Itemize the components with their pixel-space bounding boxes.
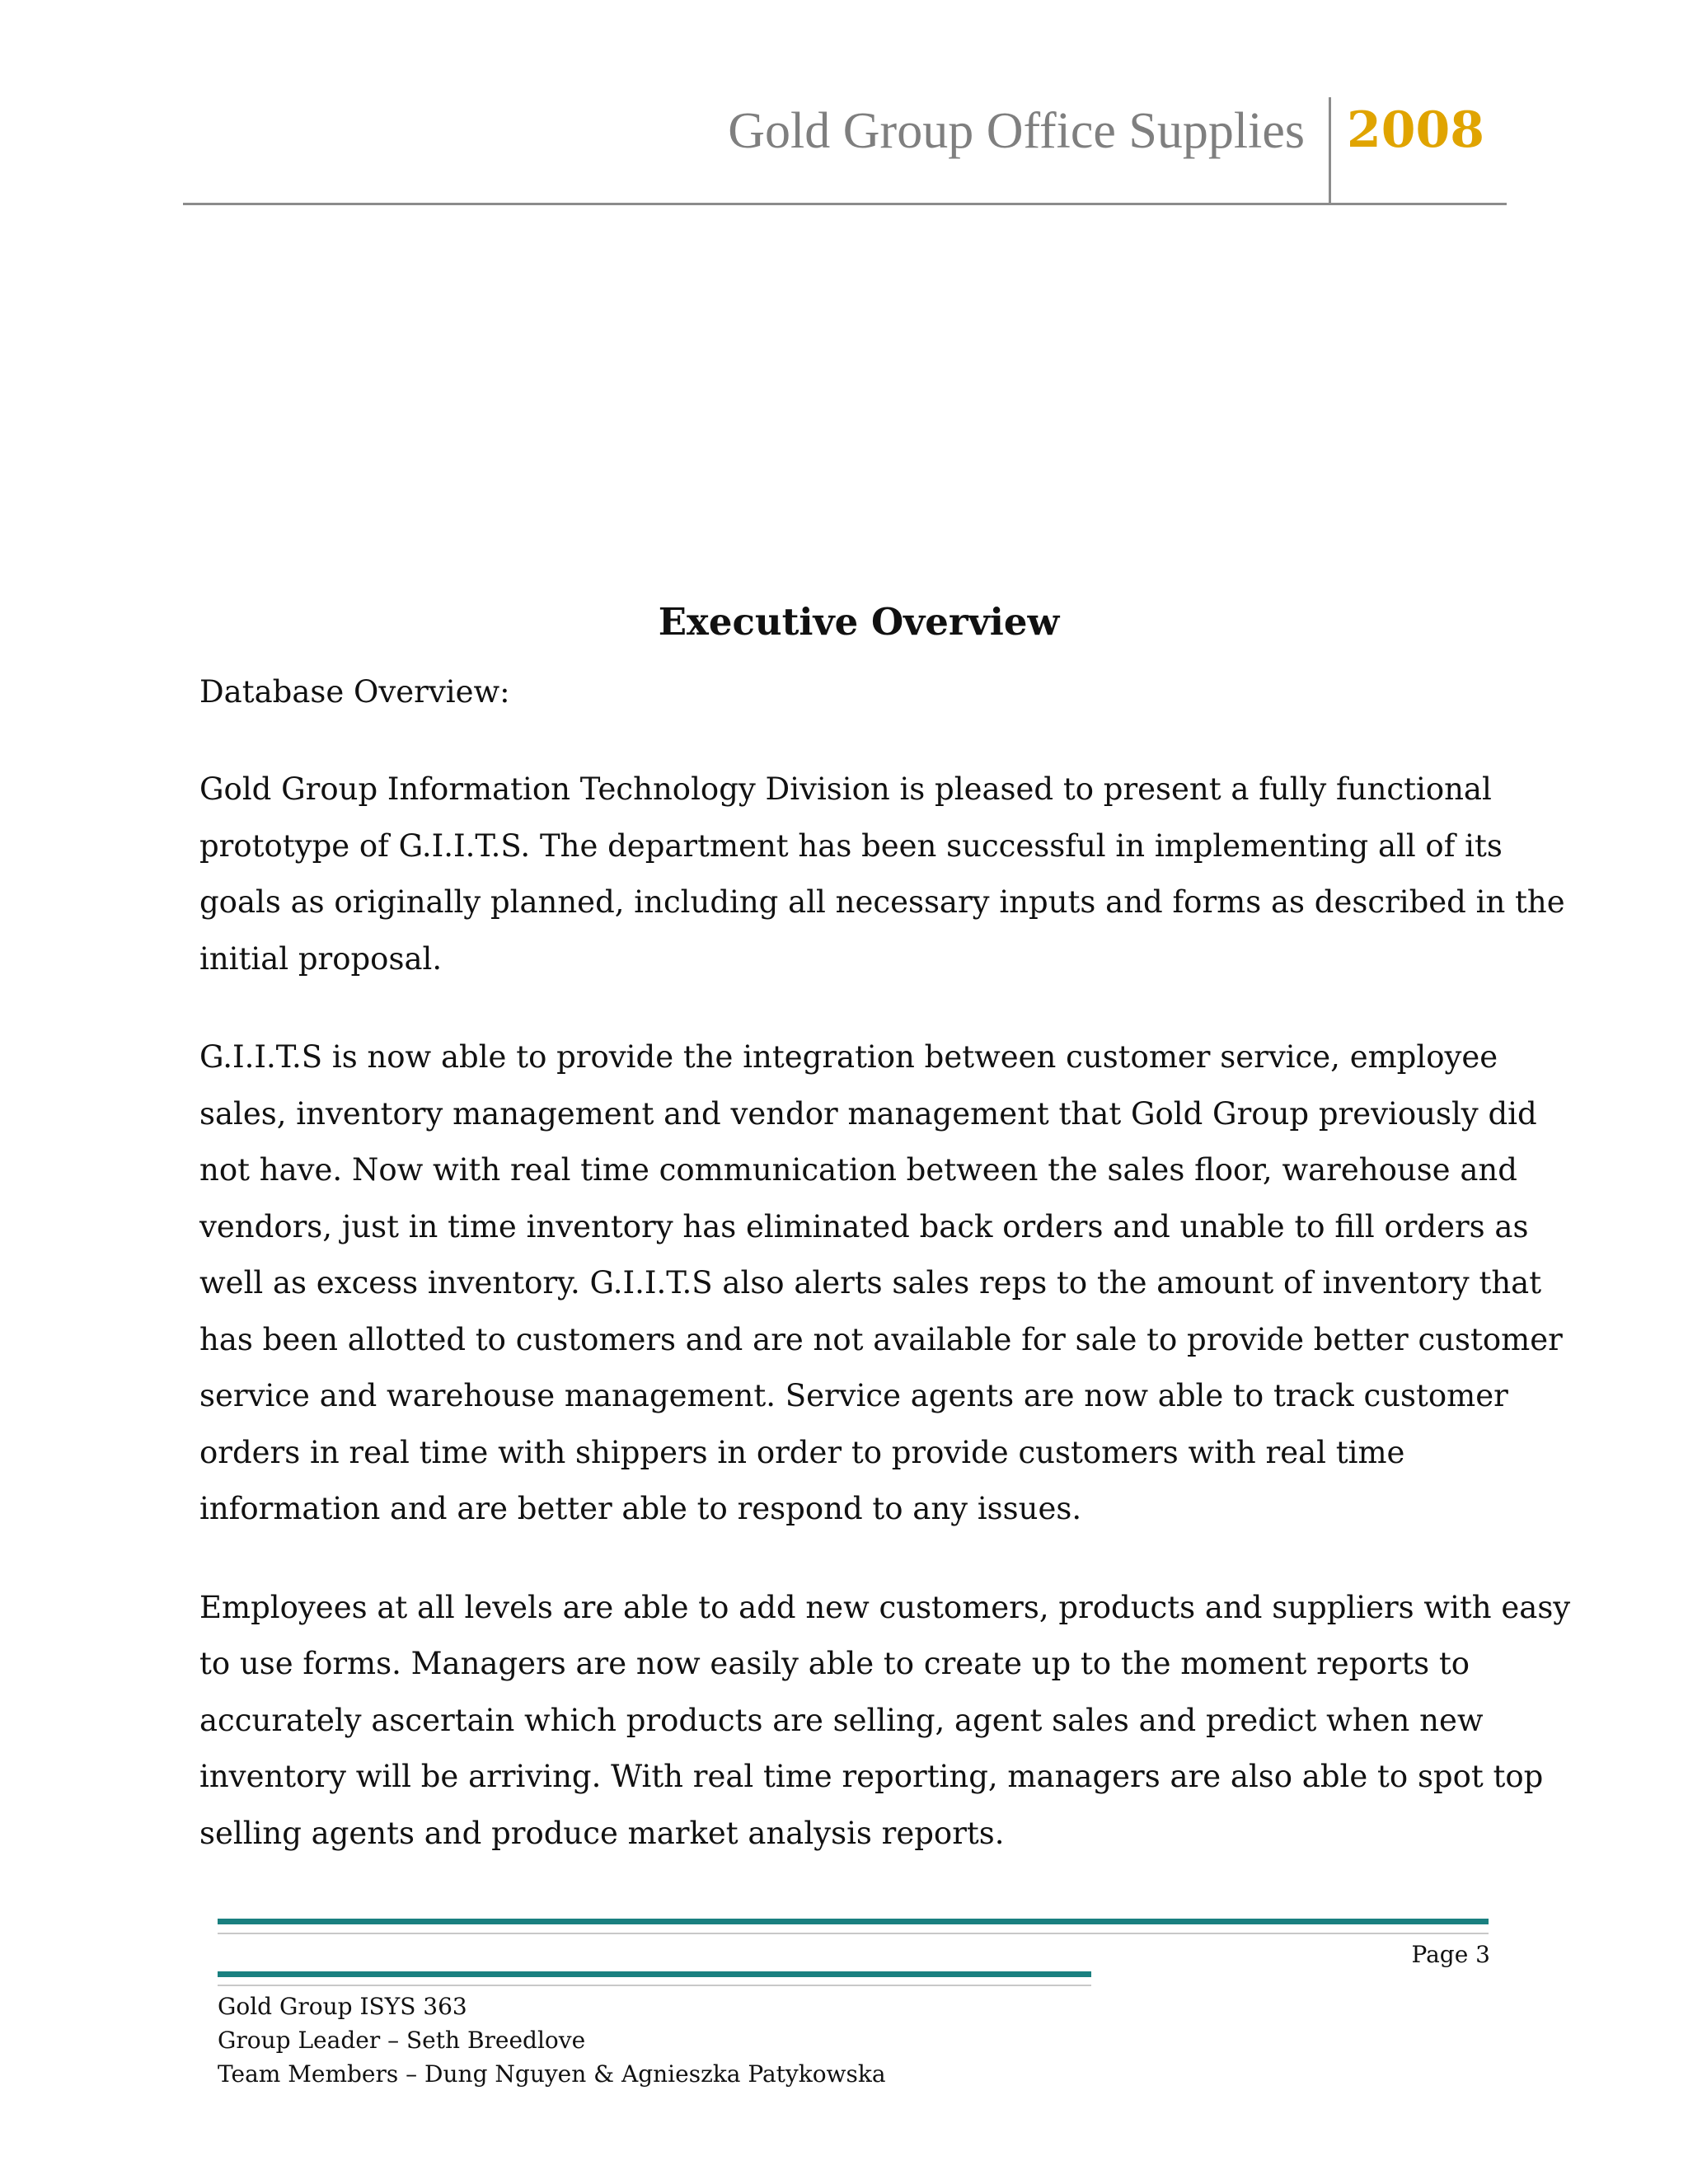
paragraph-3 bbox=[199, 1580, 1571, 1863]
paragraph-line: has been allotted to customers and are not available for sale to provide better customer bbox=[199, 1321, 1563, 1357]
paragraph-line: not have. Now with real time communication between the sales floor, warehouse and bbox=[199, 1152, 1517, 1188]
paragraph-line: Gold Group Information Technology Division is pleased to present a fully functional bbox=[199, 771, 1492, 807]
footer-rule-top bbox=[218, 1919, 1489, 1924]
paragraph-2 bbox=[199, 1029, 1563, 1538]
footer-rule-bottom bbox=[218, 1971, 1091, 1977]
footer-members: Team Members – Dung Nguyen & Agnieszka Patykowska bbox=[218, 2060, 886, 2088]
paragraph-line: service and warehouse management. Service agents are now able to track customer bbox=[199, 1378, 1508, 1413]
page-number: Page 3 bbox=[1411, 1941, 1490, 1968]
section-subheading: Database Overview: bbox=[199, 674, 510, 710]
paragraph-1 bbox=[199, 762, 1565, 987]
header-title: Gold Group Office Supplies bbox=[728, 103, 1305, 159]
paragraph-line: accurately ascertain which products are selling, agent sales and predict when new bbox=[199, 1702, 1484, 1738]
paragraph-line: Employees at all levels are able to add new customers, products and suppliers with easy bbox=[199, 1589, 1571, 1625]
paragraph-line: sales, inventory management and vendor management that Gold Group previously did bbox=[199, 1095, 1537, 1132]
footer-info bbox=[218, 1990, 886, 2091]
paragraph-line: prototype of G.I.I.T.S. The department has been successful in implementing all of its bbox=[199, 827, 1503, 864]
footer-leader: Group Leader – Seth Breedlove bbox=[218, 2027, 586, 2054]
footer-course: Gold Group ISYS 363 bbox=[218, 1993, 467, 2020]
header-year: 2008 bbox=[1347, 101, 1484, 159]
header-divider bbox=[1329, 97, 1331, 204]
paragraph-line: vendors, just in time inventory has eliminated back orders and unable to fill orders as bbox=[199, 1208, 1529, 1244]
paragraph-line: information and are better able to respond to any issues. bbox=[199, 1491, 1082, 1526]
paragraph-line: orders in real time with shippers in order to provide customers with real time bbox=[199, 1434, 1405, 1470]
main-content bbox=[199, 593, 1571, 1904]
page-heading: Executive Overview bbox=[658, 600, 1060, 644]
paragraph-line: to use forms. Managers are now easily able to create up to the moment reports to bbox=[199, 1646, 1470, 1681]
paragraph-line: goals as originally planned, including all necessary inputs and forms as described in the bbox=[199, 884, 1565, 920]
paragraph-line: inventory will be arriving. With real time reporting, managers are also able to spot top bbox=[199, 1759, 1544, 1794]
paragraph-line: initial proposal. bbox=[199, 940, 443, 977]
page-header bbox=[183, 97, 1507, 204]
paragraph-line: G.I.I.T.S is now able to provide the integration between customer service, employee bbox=[199, 1039, 1498, 1075]
footer-rule-top-thin bbox=[218, 1933, 1489, 1934]
header-rule bbox=[183, 203, 1507, 205]
paragraph-line: selling agents and produce market analysis reports. bbox=[199, 1815, 1005, 1851]
footer-rule-bottom-thin bbox=[218, 1985, 1091, 1986]
paragraph-line: well as excess inventory. G.I.I.T.S also alerts sales reps to the amount of inventory that bbox=[199, 1265, 1542, 1301]
